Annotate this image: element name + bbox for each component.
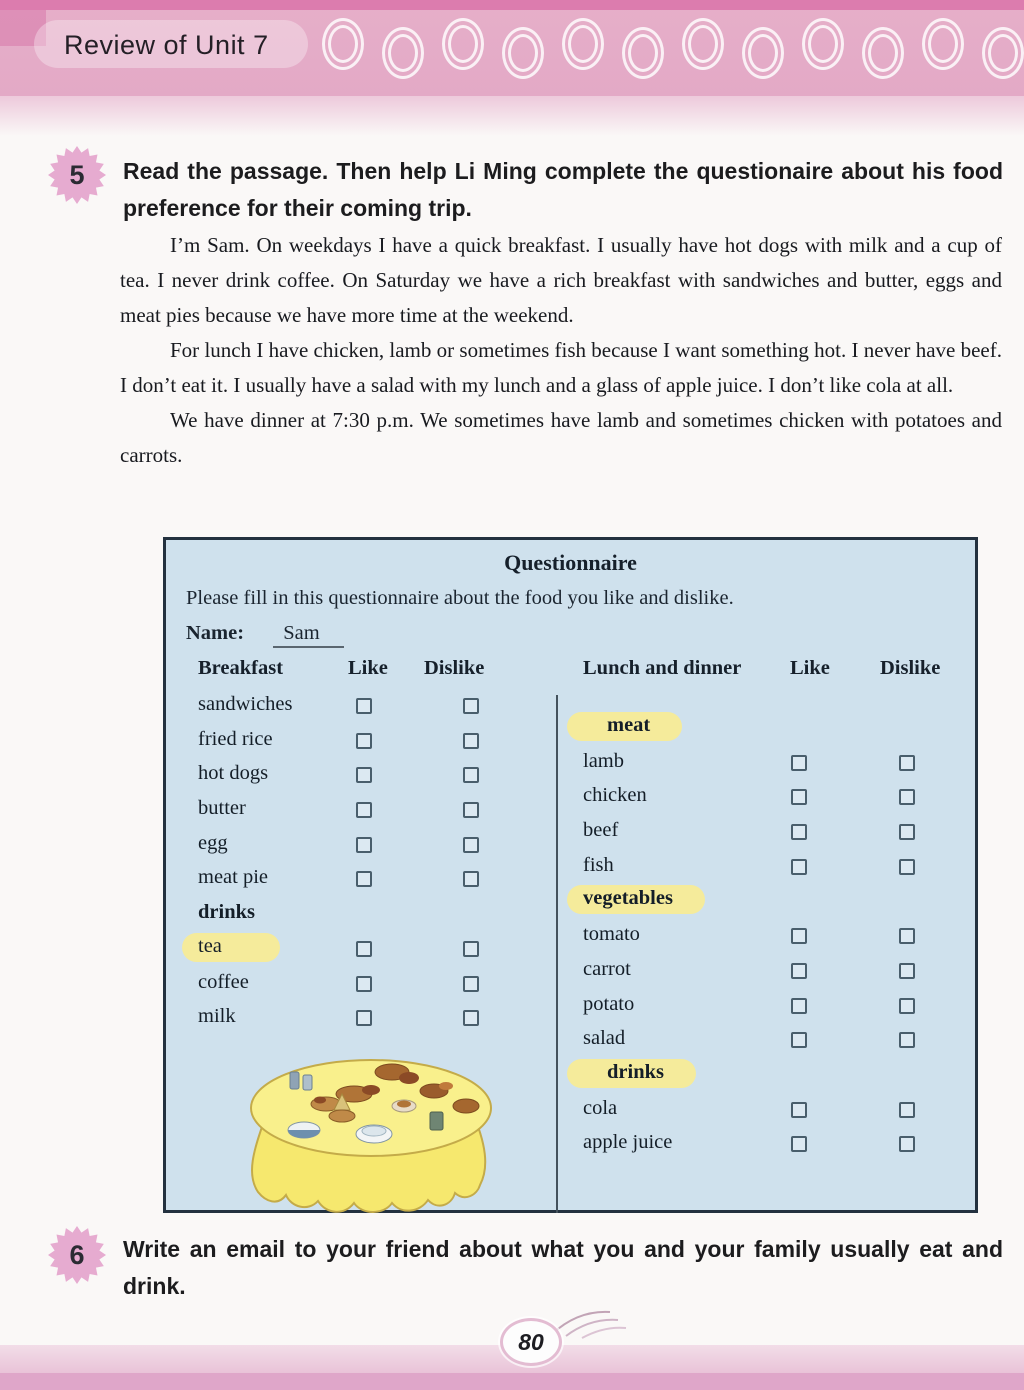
ring-icon [562,18,604,70]
item-label-tomato: tomato [583,923,640,946]
food-item-row-milk [198,1002,538,1037]
item-label-salad: salad [583,1027,626,1050]
like-checkbox-potato[interactable] [791,998,807,1014]
ring-decoration-row [322,18,1024,70]
category-label-meat: meat [567,712,682,741]
item-label-tea: tea [182,933,280,962]
like-checkbox-fried-rice[interactable] [356,733,372,749]
food-item-row-fried-rice [198,725,538,760]
food-item-row-egg [198,829,538,864]
like-checkbox-meat-pie[interactable] [356,871,372,887]
food-item-row-lamb [583,747,969,782]
like-checkbox-hot-dogs[interactable] [356,767,372,783]
swoosh-decoration [548,1300,638,1340]
exercise-5-title: Read the passage. Then help Li Ming complete the questionaire about his food preference for their coming trip. [123,158,1003,222]
food-item-row-coffee [198,968,538,1003]
page-title: Review of Unit 7 [64,30,269,60]
like-header-right: Like [790,657,830,679]
dislike-checkbox-fried-rice[interactable] [463,733,479,749]
breakfast-header: Breakfast [198,657,284,679]
item-label-fried-rice: fried rice [198,727,273,750]
like-checkbox-lamb[interactable] [791,755,807,771]
dinner-table-illustration [234,1046,514,1214]
item-label-hot-dogs: hot dogs [198,762,269,785]
ring-icon [682,18,724,70]
item-label-cola: cola [583,1096,618,1119]
like-checkbox-fish[interactable] [791,859,807,875]
dislike-checkbox-egg[interactable] [463,837,479,853]
ring-icon [862,27,904,79]
exercise-number: 5 [69,159,85,190]
dislike-header-left: Dislike [424,657,485,679]
dislike-checkbox-salad[interactable] [899,1032,915,1048]
dislike-checkbox-sandwiches[interactable] [463,698,479,714]
dislike-checkbox-milk[interactable] [463,1010,479,1026]
food-item-row-apple-juice [583,1128,969,1163]
category-label-drinks: drinks [198,901,255,924]
ring-icon [802,18,844,70]
like-checkbox-chicken[interactable] [791,789,807,805]
exercise-6-title: Write an email to your friend about what you and your family usually eat and drink. [123,1236,1003,1300]
like-checkbox-apple-juice[interactable] [791,1136,807,1152]
exercise-6-badge [48,1226,106,1284]
item-label-beef: beef [583,819,619,842]
passage-paragraph: For lunch I have chicken, lamb or sometimes fish because I want something hot. I never have beef. I don’t eat it. I usually have a salad with my lunch and a glass of apple juice. I don’t like cola at all. [120,338,1002,398]
questionnaire-box [163,537,978,1213]
food-item-row-chicken [583,781,969,816]
dislike-checkbox-lamb[interactable] [899,755,915,771]
dislike-checkbox-apple-juice[interactable] [899,1136,915,1152]
ring-icon [982,27,1024,79]
page-number-badge [500,1318,562,1366]
item-label-fish: fish [583,853,614,876]
food-item-row-tomato [583,920,969,955]
like-checkbox-tea[interactable] [356,941,372,957]
name-row [186,622,344,648]
ring-icon [382,27,424,79]
like-checkbox-salad[interactable] [791,1032,807,1048]
lunch-dinner-header: Lunch and dinner [583,657,742,679]
food-item-row-hot-dogs [198,759,538,794]
food-item-row-carrot [583,955,969,990]
name-field[interactable]: Sam [273,622,343,648]
dislike-checkbox-meat-pie[interactable] [463,871,479,887]
ring-icon [922,18,964,70]
dislike-checkbox-hot-dogs[interactable] [463,767,479,783]
dislike-header-right: Dislike [880,657,941,679]
item-label-meat-pie: meat pie [198,866,269,889]
ring-icon [322,18,364,70]
category-label-vegetables: vegetables [567,885,705,914]
header-band [0,0,1024,96]
dislike-checkbox-cola[interactable] [899,1102,915,1118]
category-row-meat [583,712,969,747]
food-item-row-fish [583,851,969,886]
like-header-left: Like [348,657,388,679]
ring-icon [502,27,544,79]
item-label-potato: potato [583,992,635,1015]
questionnaire-instruction: Please fill in this questionnaire about the food you like and dislike. [186,587,734,609]
dislike-checkbox-tomato[interactable] [899,928,915,944]
like-checkbox-tomato[interactable] [791,928,807,944]
category-row-drinks [198,898,538,933]
like-checkbox-sandwiches[interactable] [356,698,372,714]
column-headers [166,657,975,687]
category-row-vegetables [583,885,969,920]
dislike-checkbox-butter[interactable] [463,802,479,818]
food-item-row-meat-pie [198,863,538,898]
passage-paragraph: We have dinner at 7:30 p.m. We sometimes have lamb and sometimes chicken with potatoes and carrots. [120,408,1002,468]
item-label-sandwiches: sandwiches [198,693,293,715]
category-label-drinks: drinks [567,1059,696,1088]
column-divider [556,695,558,1213]
food-item-row-sandwiches [198,690,538,725]
ring-icon [622,27,664,79]
exercise-5-badge [48,146,106,204]
lunch-dinner-column [583,712,969,1163]
item-label-coffee: coffee [198,970,249,993]
dislike-checkbox-tea[interactable] [463,941,479,957]
food-item-row-butter [198,794,538,829]
food-item-row-beef [583,816,969,851]
like-checkbox-egg[interactable] [356,837,372,853]
like-checkbox-milk[interactable] [356,1010,372,1026]
item-label-butter: butter [198,797,246,820]
like-checkbox-beef[interactable] [791,824,807,840]
ring-icon [742,27,784,79]
food-item-row-tea [198,933,538,968]
dislike-checkbox-carrot[interactable] [899,963,915,979]
like-checkbox-coffee[interactable] [356,976,372,992]
breakfast-column [198,690,538,1037]
item-label-egg: egg [198,831,228,854]
food-item-row-potato [583,990,969,1025]
like-checkbox-butter[interactable] [356,802,372,818]
like-checkbox-cola[interactable] [791,1102,807,1118]
item-label-apple-juice: apple juice [583,1131,673,1154]
food-item-row-salad [583,1024,969,1059]
like-checkbox-carrot[interactable] [791,963,807,979]
ring-icon [442,18,484,70]
item-label-carrot: carrot [583,957,631,980]
dislike-checkbox-potato[interactable] [899,998,915,1014]
item-label-chicken: chicken [583,784,647,807]
header-top-strip [0,0,1024,10]
header-fade [0,96,1024,136]
questionnaire-title: Questionnaire [504,550,637,575]
dislike-checkbox-chicken[interactable] [899,789,915,805]
name-label: Name: [186,622,245,644]
exercise-number: 6 [69,1239,85,1270]
item-label-lamb: lamb [583,749,624,772]
dislike-checkbox-beef[interactable] [899,824,915,840]
reading-passage [120,228,1002,473]
passage-paragraph: I’m Sam. On weekdays I have a quick breakfast. I usually have hot dogs with milk and a cup of tea. I never drink coffee. On Saturday we have a rich breakfast with sandwiches and butter, eggs and meat pies because we have more time at the weekend. [120,233,1002,328]
food-item-row-cola [583,1094,969,1129]
footer-band-dark [0,1373,1024,1390]
dislike-checkbox-coffee[interactable] [463,976,479,992]
page-number: 80 [518,1328,544,1355]
dislike-checkbox-fish[interactable] [899,859,915,875]
item-label-milk: milk [198,1005,236,1028]
category-row-drinks [583,1059,969,1094]
